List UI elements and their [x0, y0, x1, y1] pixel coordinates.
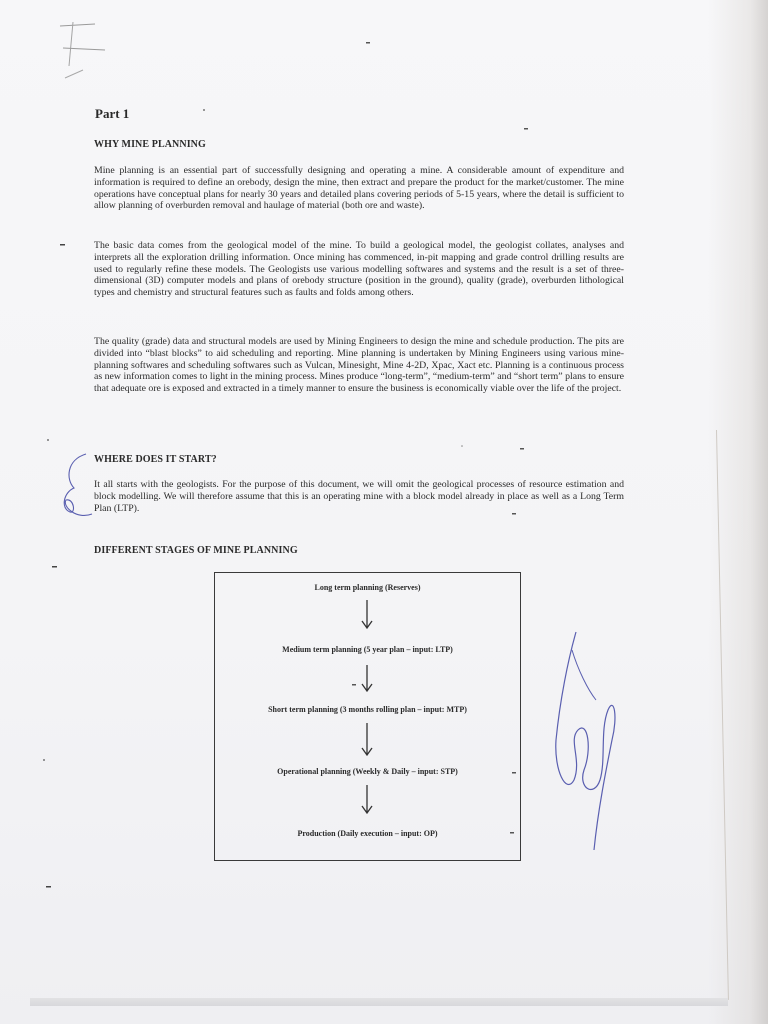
heading-why-mine-planning: WHY MINE PLANNING [94, 139, 206, 150]
part-title: Part 1 [95, 106, 130, 121]
flow-step-long-term: Long term planning (Reserves) [314, 583, 421, 592]
paragraph-why-3: The quality (grade) data and structural models are used by Mining Engineers to design the mine and schedule production. The pits are divided into “blast blocks” to aid scheduling and reporting. Mine planning is undertaken by Mining Engineers using various mine-planning softwares and scheduling softwares such as Vulcan, Minesight, Mine 4-2D, Xpac, Xact etc. Planning is a continuous process as new information comes to light in the mining process. Mines produce “long-term”, “medium-term” and “short term” plans to ensure that adequate ore is exposed and extracted in a timely manner to ensure the business is economically viable over the life of the project. [94, 336, 624, 395]
heading-where-does-it-start: WHERE DOES IT START? [94, 454, 217, 465]
flow-step-medium-term: Medium term planning (5 year plan – input: LTP) [282, 645, 453, 654]
paragraph-why-2: The basic data comes from the geological model of the mine. To build a geological model, the geologist collates, analyses and interprets all the exploration drilling information. Once mining has commenced, in-pit mapping and grade control drilling results are used to regularly refine these models. The Geologists use various modelling softwares and systems and the result is a set of three-dimensional (3D) computer models and plans of orebody structure (position in the ground), quality (grade), overburden lithological types and chemistry and structural features such as faults and folds among others. [94, 240, 624, 299]
heading-different-stages: DIFFERENT STAGES OF MINE PLANNING [94, 545, 298, 556]
flow-step-short-term: Short term planning (3 months rolling plan – input: MTP) [268, 705, 467, 714]
paragraph-start-1: It all starts with the geologists. For the purpose of this document, we will omit the geological processes of resource estimation and block modelling. We will therefore assume that this is an operating mine with a block model already in place as well as a Long Term Plan (LTP). [94, 479, 624, 514]
flow-step-operational: Operational planning (Weekly & Daily – input: STP) [277, 767, 458, 776]
paragraph-why-1: Mine planning is an essential part of successfully designing and operating a mine. A considerable amount of expenditure and information is required to define an orebody, design the mine, then extract and prepare the product for the market/customer. The mine operations have conceptual plans for nearly 30 years and detailed plans covering periods of 5-15 years, where the detail is sufficient to allow planning of overburden removal and haulage of material (both ore and waste). [94, 165, 624, 212]
flow-step-production: Production (Daily execution – input: OP) [297, 829, 438, 838]
